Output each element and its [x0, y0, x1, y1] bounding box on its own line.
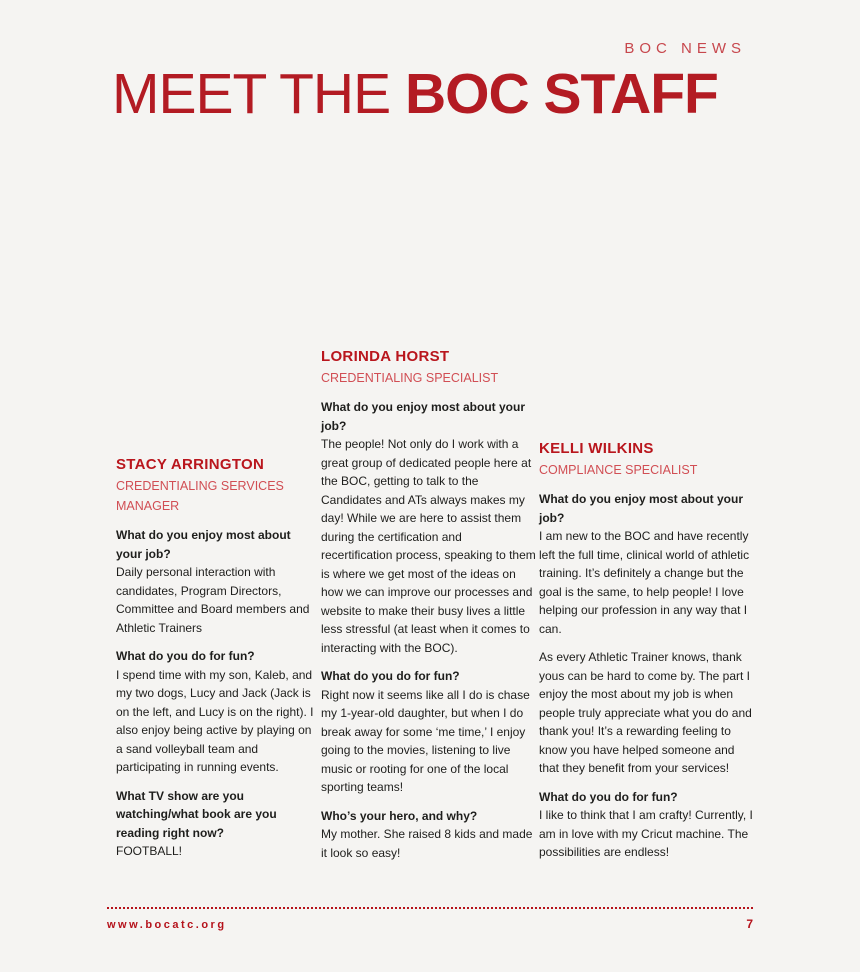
section-kicker: BOC NEWS	[624, 40, 746, 57]
page-number: 7	[746, 917, 753, 931]
qa-answer: The people! Not only do I work with a great group of dedicated people here at the BOC, getting to talk to the Candidates and ATs always makes my day! While we are here to assist them during the certification and recertification process, speaking to them is where we get most of the ideas on how we can improve our processes and website to make their busy lives a little less stressful (at least when it comes to interacting with the BOC).	[321, 437, 536, 655]
qa-answer: FOOTBALL!	[116, 844, 183, 858]
staff-name: KELLI WILKINS	[539, 440, 654, 457]
qa-answer: Daily personal interaction with candidates, Program Directors, Committee and Board members and Athletic Trainers	[116, 565, 310, 635]
qa-question: What do you enjoy most about your job?	[321, 400, 525, 433]
qa-block	[321, 807, 536, 863]
qa-answer: I like to think that I am crafty! Currently, I am in love with my Cricut machine. The possibilities are endless!	[539, 808, 753, 859]
qa-answer: I spend time with my son, Kaleb, and my two dogs, Lucy and Jack (Jack is on the left, and Lucy is on the right). I also enjoy being active by playing on a sand volleyball team and participating in running events.	[116, 667, 314, 774]
page-title	[112, 64, 718, 124]
staff-job-title: CREDENTIALING SPECIALIST	[321, 371, 499, 385]
qa-question: What do you enjoy most about your job?	[539, 492, 743, 525]
qa-question: What do you do for fun?	[539, 789, 678, 804]
qa-block	[539, 490, 755, 778]
staff-name: LORINDA HORST	[321, 348, 450, 365]
staff-name: STACY ARRINGTON	[116, 456, 265, 473]
qa-block	[321, 398, 536, 657]
qa-block	[539, 788, 755, 862]
footer-url-link[interactable]: www.bocatc.org	[107, 919, 227, 931]
qa-question: What do you do for fun?	[321, 669, 460, 683]
page-title-light: MEET THE	[112, 62, 391, 126]
qa-block	[116, 787, 316, 861]
qa-question: What TV show are you watching/what book are you reading right now?	[116, 788, 277, 840]
staff-job-title: COMPLIANCE SPECIALIST	[539, 463, 698, 477]
staff-profile-lorinda-horst	[321, 346, 536, 862]
qa-answer: I am new to the BOC and have recently left the full time, clinical world of athletic training. It’s definitely a change but the goal is the same, to help people! I love helping our profession in any way that I can.	[539, 529, 750, 636]
staff-profile-stacy-arrington	[116, 454, 316, 861]
qa-block	[321, 667, 536, 797]
page-title-bold: BOC STAFF	[404, 62, 718, 126]
qa-answer: Right now it seems like all I do is chase my 1-year-old daughter, but when I do break away for some ‘me time,’ I enjoy going to the movies, listening to live music or rooting for one of the local sporting teams!	[321, 687, 530, 794]
qa-answer-paragraph-2: As every Athletic Trainer knows, thank yous can be hard to come by. The part I enjoy the most about my job is when people truly appreciate what you do and thank you! It’s a rewarding feeling to know you have helped someone and that they benefit from your services!	[539, 650, 752, 775]
staff-job-title: CREDENTIALING SERVICES MANAGER	[116, 479, 284, 513]
qa-block	[116, 526, 316, 637]
qa-question: Who’s your hero, and why?	[321, 808, 478, 823]
staff-profile-kelli-wilkins	[539, 438, 755, 862]
page-footer	[107, 907, 753, 931]
qa-answer: My mother. She raised 8 kids and made it look so easy!	[321, 827, 533, 860]
qa-question: What do you enjoy most about your job?	[116, 528, 291, 561]
qa-block	[116, 647, 316, 777]
qa-question: What do you do for fun?	[116, 649, 255, 663]
